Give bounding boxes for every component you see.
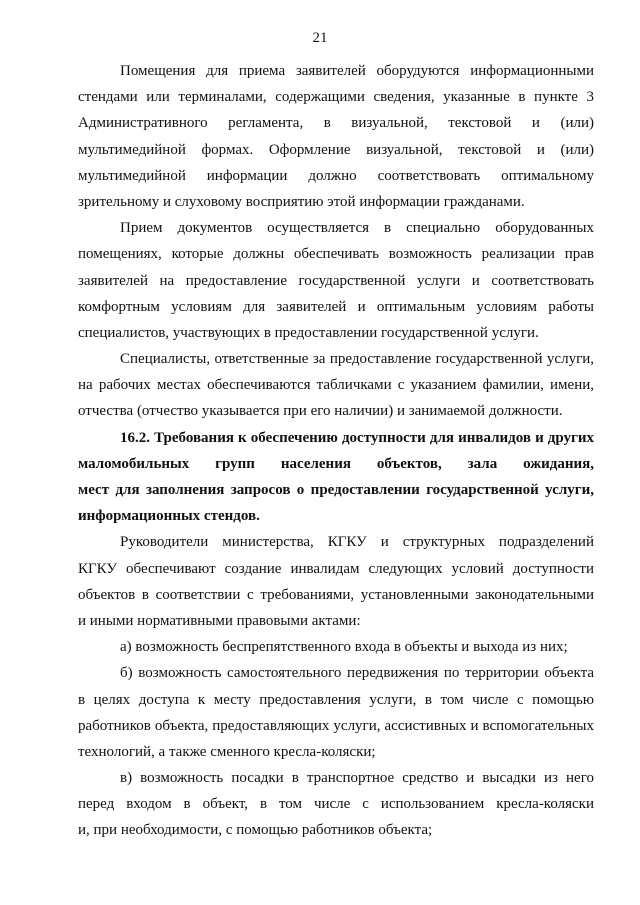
list-item-a: [78, 634, 594, 660]
paragraph-accessibility-conditions: [78, 529, 594, 634]
text-line: отчества (отчество указывается при его наличии) и занимаемой должности.: [78, 403, 563, 420]
page-number: 21: [312, 30, 328, 46]
text-line: зрительному и слуховому восприятию этой информации гражданами.: [78, 193, 525, 210]
text-line: специалистов, участвующих в предоставлении государственной услуги.: [78, 324, 539, 341]
text-line: и, при необходимости, с помощью работников объекта;: [78, 822, 433, 839]
heading-line: 16.2. Требования к обеспечению доступности для инвалидов и других: [120, 429, 594, 446]
text-line: перед входом в объект, в том числе с использованием кресла-коляски: [78, 796, 594, 813]
text-line: КГКУ обеспечивают создание инвалидам следующих условий доступности: [78, 560, 594, 577]
text-line: помещениях, которые должны обеспечивать возможность реализации прав: [78, 246, 594, 263]
text-line: объектов в соответствии с требованиями, установленными законодательными: [78, 586, 594, 603]
paragraph-information-stands: [78, 58, 594, 215]
text-line: Административного регламента, в визуальной, текстовой и (или): [78, 115, 594, 132]
text-line: и иными нормативными правовыми актами:: [78, 612, 361, 629]
text-line: Руководители министерства, КГКУ и структурных подразделений: [120, 534, 594, 551]
document-body: [78, 58, 594, 844]
text-line: технологий, а также сменного кресла-коляски;: [78, 743, 376, 760]
paragraph-document-reception: [78, 215, 594, 346]
text-line: мультимедийной формах. Оформление визуальной, текстовой и (или): [78, 141, 594, 158]
heading-line: маломобильных групп населения объектов, зала ожидания,: [78, 455, 594, 472]
text-line: Помещения для приема заявителей оборудуются информационными: [120, 63, 594, 79]
list-item-c: [78, 765, 594, 844]
text-line: работников объекта, предоставляющих услуги, ассистивных и вспомогательных: [78, 717, 594, 734]
list-item-b: [78, 660, 594, 765]
paragraph-specialists: [78, 346, 594, 425]
text-line: в целях доступа к месту предоставления услуги, в том числе с помощью: [78, 691, 594, 708]
text-line: стендами или терминалами, содержащими сведения, указанные в пункте 3: [78, 89, 594, 106]
text-line: мультимедийной информации должно соответствовать оптимальному: [78, 167, 594, 184]
text-line: на рабочих местах обеспечиваются табличками с указанием фамилии, имени,: [78, 377, 594, 394]
heading-line: мест для заполнения запросов о предоставлении государственной услуги,: [78, 482, 594, 498]
section-heading-16-2: [78, 425, 594, 530]
text-line: в) возможность посадки в транспортное средство и высадки из него: [120, 770, 594, 787]
text-line: а) возможность беспрепятственного входа в объекты и выхода из них;: [120, 639, 568, 656]
text-line: комфортным условиям для заявителей и оптимальным условиям работы: [78, 298, 594, 315]
heading-line: информационных стендов.: [78, 508, 260, 525]
text-line: Прием документов осуществляется в специально оборудованных: [120, 220, 594, 237]
text-line: заявителей на предоставление государственной услуги и соответствовать: [78, 272, 594, 289]
text-line: б) возможность самостоятельного передвижения по территории объекта: [120, 665, 594, 682]
text-line: Специалисты, ответственные за предоставление государственной услуги,: [120, 351, 594, 368]
